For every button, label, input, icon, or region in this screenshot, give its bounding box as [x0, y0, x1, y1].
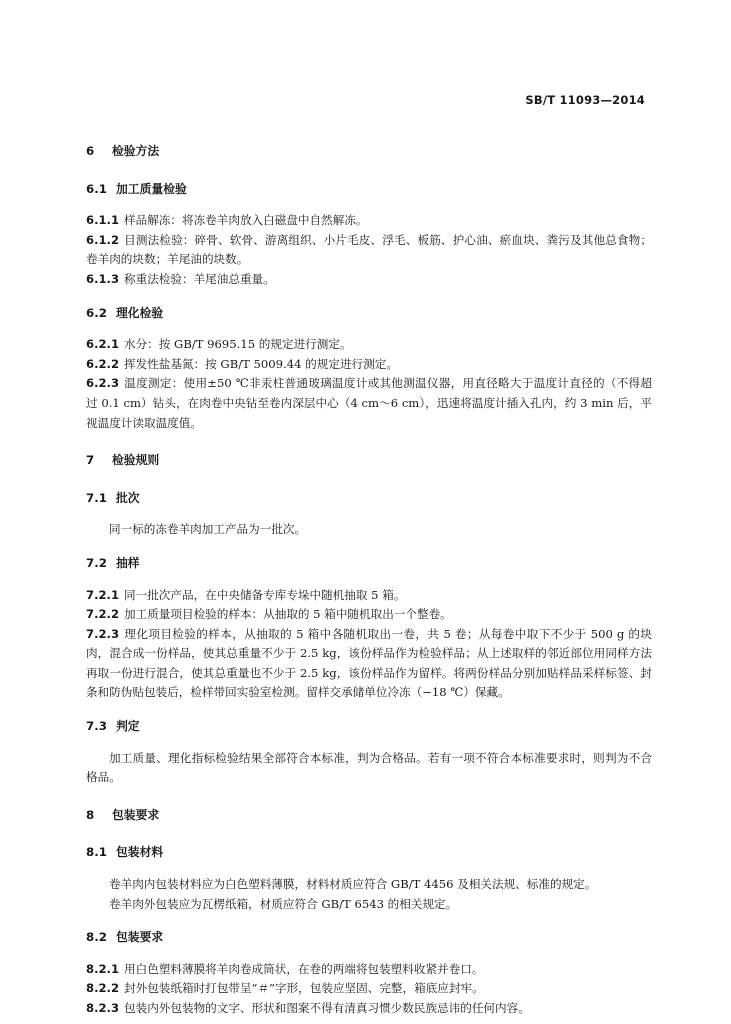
- clause-number: 6.2.3: [86, 376, 120, 391]
- clause-6-2-2: [86, 355, 652, 375]
- clause-number: 6.2.2: [86, 356, 120, 371]
- section-7-1-heading: [86, 489, 652, 509]
- clause-number: 8.2.3: [86, 1001, 120, 1015]
- section-title: 批次: [116, 490, 140, 505]
- clause-number: 7.2.1: [86, 587, 120, 602]
- clause-7-2-1: [86, 586, 652, 606]
- clause-8-2-3: [86, 999, 652, 1019]
- clause-text: 目测法检验：碎骨、软骨、游离组织、小片毛皮、浮毛、板筋、护心油、瘀血块、粪污及其他总食物；卷羊肉的块数；羊尾油的块数。: [86, 232, 652, 267]
- clause-text: 同一批次产品，在中央储备专库专垛中随机抽取 5 箱。: [124, 587, 406, 602]
- section-7-2-heading: [86, 554, 652, 574]
- section-number: 8.1: [86, 845, 107, 860]
- section-7-3-text: 加工质量、理化指标检验结果全部符合本标准，判为合格品。若有一项不符合本标准要求时，则判为不合格品。: [86, 750, 652, 785]
- section-7-3-heading: [86, 717, 652, 737]
- clause-number: 7.2.2: [86, 607, 120, 622]
- section-number: 6.1: [86, 181, 107, 196]
- section-6-2-heading: [86, 304, 652, 324]
- section-7-1-text: 同一标的冻卷羊肉加工产品为一批次。: [109, 522, 307, 537]
- section-title: 理化检验: [116, 305, 164, 320]
- section-number: 7.3: [86, 719, 107, 734]
- clause-7-2-3: [86, 625, 652, 703]
- section-title: 抽样: [116, 555, 140, 570]
- clause-text: 样品解冻：将冻卷羊肉放入白磁盘中自然解冻。: [124, 213, 368, 228]
- section-title: 检验规则: [112, 453, 160, 468]
- section-8-1-paragraph-1: 卷羊肉内包装材料应为白色塑料薄膜，材料材质应符合 GB/T 4456 及相关法规、标准的规定。: [109, 877, 597, 892]
- clause-text: 温度测定：使用±50 ℃非汞柱普通玻璃温度计或其他测温仪器，用直径略大于温度计直径的（不得超过 0.1 cm）钻头，在肉卷中央钻至卷内深层中心（4 cm～6 cm），迅速将温度计插入孔内，约 3 min 后，平视温度计读取温度值。: [86, 376, 652, 430]
- clause-6-2-3: [86, 374, 652, 433]
- section-title: 包装要求: [112, 807, 160, 822]
- clause-number: 8.2.2: [86, 981, 120, 996]
- section-title: 检验方法: [112, 144, 160, 158]
- clause-6-1-1: [86, 211, 652, 231]
- section-8-heading: [86, 806, 652, 826]
- section-title: 加工质量检验: [116, 181, 187, 196]
- section-number: 7: [86, 453, 95, 468]
- clause-number: 6.1.2: [86, 232, 120, 247]
- clause-number: 7.2.3: [86, 626, 120, 641]
- section-number: 6: [86, 144, 95, 158]
- section-number: 8.2: [86, 930, 107, 945]
- section-8-1-paragraph-2: 卷羊肉外包装应为瓦楞纸箱，材质应符合 GB/T 6543 的相关规定。: [109, 896, 458, 911]
- clause-8-2-1: [86, 960, 652, 980]
- document-body: [86, 142, 652, 1019]
- section-8-1-heading: [86, 843, 652, 863]
- clause-text: 称重法检验：羊尾油总重量。: [124, 271, 275, 286]
- clause-text: 挥发性盐基氮：按 GB/T 5009.44 的规定进行测定。: [124, 356, 398, 371]
- section-number: 6.2: [86, 305, 107, 320]
- section-8-2-heading: [86, 928, 652, 948]
- section-7-heading: [86, 451, 652, 471]
- clause-number: 6.1.3: [86, 271, 120, 286]
- section-6-1-heading: [86, 180, 652, 200]
- section-title: 判定: [116, 719, 140, 734]
- clause-6-1-3: [86, 270, 652, 290]
- clause-text: 理化项目检验的样本，从抽取的 5 箱中各随机取出一卷，共 5 卷；从每卷中取下不少于 500 g 的块肉，混合成一份样品，使其总重量不少于 2.5 kg，该份样品作为检验样品；从上述取样的邻近部位用同样方法再取一份进行混合，使其总重量也不少于 2.5 kg，该份样品作为留样。将两份样品分别加贴样品采样标签、封条和防伪贴包装后，检样带回实验室检测。留样交承储单位冷冻（−18 ℃）保藏。: [86, 626, 652, 700]
- clause-text: 用白色塑料薄膜将羊肉卷成筒状，在卷的两端将包装塑料收紧并卷口。: [124, 961, 484, 976]
- section-number: 7.1: [86, 490, 107, 505]
- clause-text: 包装内外包装物的文字、形状和图案不得有清真习惯少数民族忌讳的任何内容。: [124, 1001, 530, 1015]
- clause-number: 6.2.1: [86, 337, 120, 352]
- document-code: SB/T 11093—2014: [525, 93, 645, 107]
- section-title: 包装材料: [116, 845, 164, 860]
- section-title: 包装要求: [116, 930, 164, 945]
- clause-text: 封外包装纸箱时打包带呈“＃”字形，包装应坚固、完整，箱底应封牢。: [124, 981, 484, 996]
- clause-6-2-1: [86, 335, 652, 355]
- clause-text: 水分：按 GB/T 9695.15 的规定进行测定。: [124, 337, 352, 352]
- clause-8-2-2: [86, 979, 652, 999]
- section-number: 7.2: [86, 555, 107, 570]
- clause-number: 8.2.1: [86, 961, 120, 976]
- clause-number: 6.1.1: [86, 213, 120, 228]
- section-6-heading: [86, 142, 652, 162]
- clause-7-2-2: [86, 605, 652, 625]
- clause-text: 加工质量项目检验的样本：从抽取的 5 箱中随机取出一个整卷。: [124, 607, 452, 622]
- clause-6-1-2: [86, 231, 652, 270]
- section-number: 8: [86, 807, 95, 822]
